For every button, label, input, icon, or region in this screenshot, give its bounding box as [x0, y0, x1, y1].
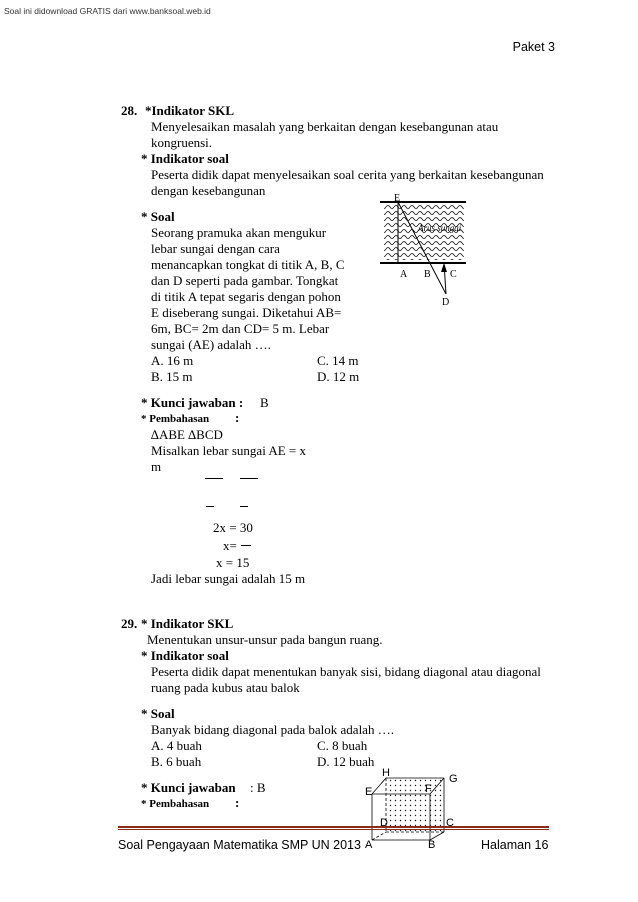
q29-soal-indicator-title: * Indikator soal — [141, 648, 229, 663]
figure-label-b: B — [424, 269, 431, 280]
cuboid-label-a: A — [365, 839, 373, 851]
fraction-bar — [206, 506, 214, 507]
q28-soal-title: * Soal — [141, 209, 175, 224]
cuboid-label-f: F — [425, 783, 432, 795]
fraction-bar — [240, 506, 248, 507]
footer-title: Soal Pengayaan Matematika SMP UN 2013 — [118, 838, 361, 852]
q29-kunci-label: * Kunci jawaban — [141, 780, 236, 795]
q28-skl-title: *Indikator SKL — [145, 103, 234, 118]
q29-soal-indicator-line1: Peserta didik dapat menentukan banyak sisi, bidang diagonal atau diagonal — [151, 664, 541, 679]
q28-equation-2: x= — [223, 538, 237, 553]
q28-soal-indicator-title: * Indikator soal — [141, 151, 229, 166]
q28-kunci-label: * Kunci jawaban : — [141, 395, 244, 410]
cuboid-label-d: D — [380, 817, 388, 829]
q29-soal-line1: Banyak bidang diagonal pada balok adalah …. — [151, 722, 394, 737]
cuboid-figure — [364, 764, 468, 854]
paket-label: Paket 3 — [512, 40, 555, 54]
fraction-bar — [240, 478, 258, 479]
q28-pembahasan-label: * Pembahasan — [141, 413, 210, 425]
cuboid-label-e: E — [365, 786, 373, 798]
q28-soal-line: menancapkan tongkat di titik A, B, C — [151, 257, 345, 272]
q28-option-d: D. 12 m — [317, 369, 360, 384]
q28-soal-line: 6m, BC= 2m dan CD= 5 m. Lebar — [151, 321, 330, 336]
q28-option-a: A. 16 m — [151, 353, 194, 368]
footer-divider — [118, 826, 549, 828]
q28-misalkan-unit: m — [151, 459, 162, 474]
q28-misalkan: Misalkan lebar sungai AE = x — [151, 443, 306, 458]
q29-option-c: C. 8 buah — [317, 738, 368, 753]
q28-soal-line: lebar sungai dengan cara — [151, 241, 280, 256]
q29-pembahasan-colon: : — [235, 795, 240, 810]
q29-option-d: D. 12 buah — [317, 754, 375, 769]
q29-number: 29. — [121, 616, 138, 631]
q28-option-c: C. 14 m — [317, 353, 359, 368]
q28-skl-line1: Menyelesaikan masalah yang berkaitan dengan kesebangunan atau — [151, 119, 499, 134]
q28-conclusion: Jadi lebar sungai adalah 15 m — [151, 571, 306, 586]
q29-option-a: A. 4 buah — [151, 738, 202, 753]
q28-soal-line: E diseberang sungai. Diketahui AB= — [151, 305, 342, 320]
q29-option-b: B. 6 buah — [151, 754, 202, 769]
q29-skl-title: * Indikator SKL — [141, 616, 234, 631]
fraction-bar — [241, 545, 251, 546]
cuboid-label-g: G — [449, 773, 458, 785]
cuboid-label-h: H — [382, 767, 390, 779]
figure-label-a: A — [400, 269, 408, 280]
q28-similar-triangles: ∆ABE ∆BCD — [151, 427, 223, 442]
figure-label-d: D — [442, 297, 450, 308]
q28-equation-1: 2x = 30 — [213, 520, 253, 535]
q29-soal-title: * Soal — [141, 706, 175, 721]
q28-skl-line2: kongruensi. — [151, 135, 213, 150]
q28-kunci-value: B — [260, 395, 269, 410]
cuboid-label-c: C — [446, 817, 454, 829]
q29-pembahasan-label: * Pembahasan — [141, 798, 210, 810]
q29-skl-line1: Menentukan unsur-unsur pada bangun ruang. — [147, 632, 383, 647]
river-figure — [378, 192, 478, 310]
q28-number: 28. — [121, 103, 138, 118]
q28-soal-indicator-line1: Peserta didik dapat menyelesaikan soal cerita yang berkaitan kesebangunan — [151, 167, 544, 182]
q29-soal-indicator-line2: ruang pada kubus atau balok — [151, 680, 300, 695]
footer-divider — [118, 829, 549, 830]
q29-kunci-value: : B — [250, 780, 266, 795]
q28-soal-line: Seorang pramuka akan mengukur — [151, 225, 327, 240]
q28-soal-line: dan D seperti pada gambar. Tongkat — [151, 273, 339, 288]
figure-label-c: C — [450, 269, 457, 280]
cuboid-label-b: B — [428, 839, 436, 851]
q28-pembahasan-colon: : — [235, 410, 240, 425]
fraction-bar — [205, 478, 223, 479]
watermark-text: Soal ini didownload GRATIS dari www.banksoal.web.id — [4, 6, 211, 16]
q28-equation-3: x = 15 — [216, 555, 250, 570]
q28-soal-line: di titik A tepat segaris dengan pohon — [151, 289, 341, 304]
figure-label-e: E — [394, 193, 401, 204]
figure-river-label: Arus sungai — [418, 223, 462, 233]
q28-soal-indicator-line2: dengan kesebangunan — [151, 183, 266, 198]
q28-option-b: B. 15 m — [151, 369, 193, 384]
footer-page: Halaman 16 — [481, 838, 549, 852]
q28-soal-line: sungai (AE) adalah …. — [151, 337, 271, 352]
